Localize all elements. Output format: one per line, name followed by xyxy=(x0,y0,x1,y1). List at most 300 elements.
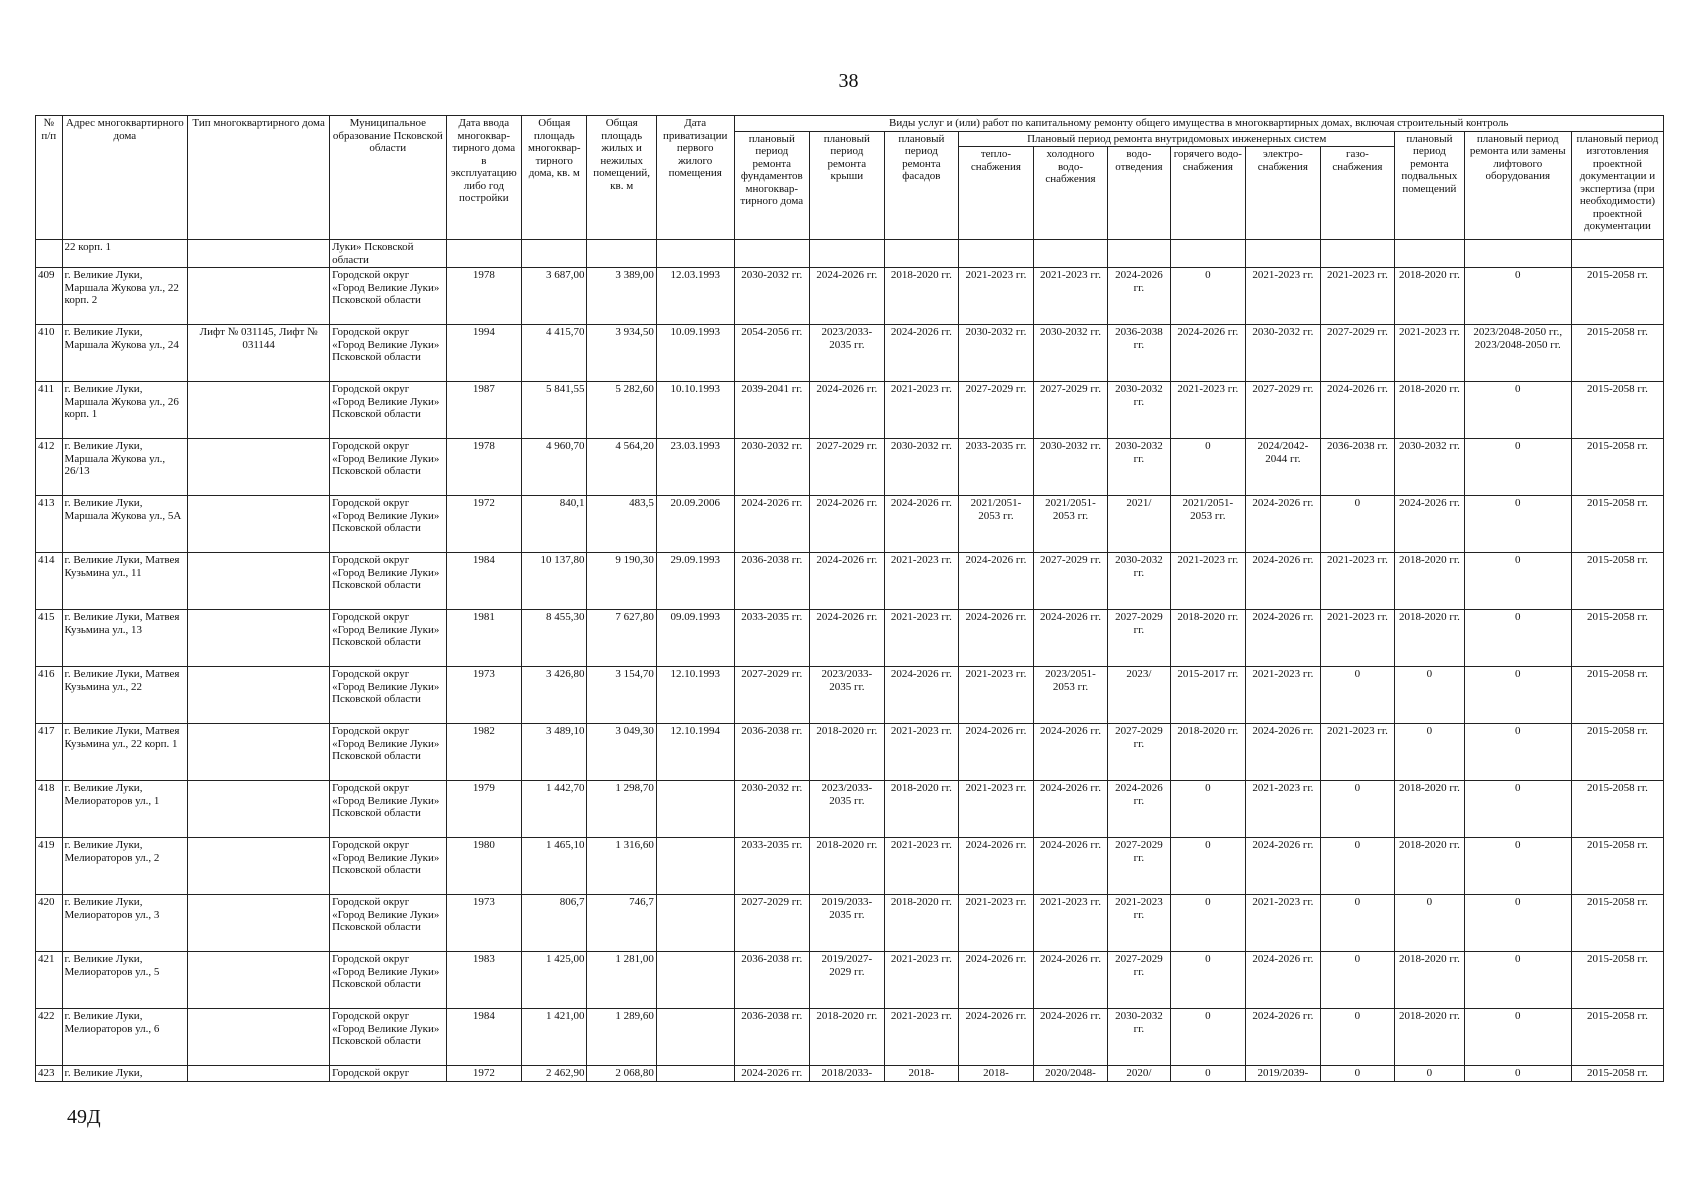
row-number: 419 xyxy=(36,838,63,895)
continuation-municipality: Луки» Псковской области xyxy=(330,240,446,268)
col-municipality-header: Муниципальное образование Псковской области xyxy=(330,116,446,240)
row-basement: 2018-2020 гг. xyxy=(1395,382,1464,439)
table-row xyxy=(36,895,1664,952)
row-design: 2015-2058 гг. xyxy=(1571,952,1663,1009)
row-foundation: 2036-2038 гг. xyxy=(734,553,810,610)
row-address: г. Великие Луки, Мелиораторов ул., 5 xyxy=(62,952,188,1009)
row-number: 417 xyxy=(36,724,63,781)
row-gas: 0 xyxy=(1320,952,1395,1009)
services-group-header: Виды услуг и (или) работ по капитальному ремонту общего имущества в многоквартирных домах, включая строительный контроль xyxy=(734,116,1664,132)
table-row xyxy=(36,268,1664,325)
row-cold-water: 2024-2026 гг. xyxy=(1033,1009,1108,1066)
row-roof: 2024-2026 гг. xyxy=(810,610,885,667)
row-total-area: 4 415,70 xyxy=(522,325,587,382)
row-basement: 2018-2020 гг. xyxy=(1395,553,1464,610)
row-electric: 2024-2026 гг. xyxy=(1246,496,1321,553)
row-total-area: 840,1 xyxy=(522,496,587,553)
row-year: 1979 xyxy=(446,781,522,838)
row-electric: 2019/2039- xyxy=(1246,1066,1321,1082)
row-elevator: 0 xyxy=(1464,553,1571,610)
row-privatization-date: 10.10.1993 xyxy=(656,382,734,439)
row-electric: 2021-2023 гг. xyxy=(1246,268,1321,325)
row-year: 1981 xyxy=(446,610,522,667)
row-hot-water: 0 xyxy=(1170,439,1246,496)
row-municipality: Городской округ «Город Великие Луки» Псковской области xyxy=(330,610,446,667)
row-sewer: 2027-2029 гг. xyxy=(1108,610,1170,667)
row-number: 410 xyxy=(36,325,63,382)
row-hot-water: 2021-2023 гг. xyxy=(1170,553,1246,610)
row-electric: 2030-2032 гг. xyxy=(1246,325,1321,382)
row-number: 423 xyxy=(36,1066,63,1082)
row-cold-water: 2024-2026 гг. xyxy=(1033,781,1108,838)
row-gas: 2021-2023 гг. xyxy=(1320,724,1395,781)
row-address: г. Великие Луки, Матвея Кузьмина ул., 22 корп. 1 xyxy=(62,724,188,781)
col-total-area-header: Общая площадь многоквар-тирного дома, кв. м xyxy=(522,116,587,240)
row-facade: 2021-2023 гг. xyxy=(884,838,959,895)
row-design: 2015-2058 гг. xyxy=(1571,439,1663,496)
table-row xyxy=(36,667,1664,724)
row-privatization-date: 12.10.1993 xyxy=(656,667,734,724)
row-municipality: Городской округ «Город Великие Луки» Псковской области xyxy=(330,952,446,1009)
row-basement: 2030-2032 гг. xyxy=(1395,439,1464,496)
row-foundation: 2036-2038 гг. xyxy=(734,724,810,781)
row-heat: 2021-2023 гг. xyxy=(959,667,1034,724)
row-privatization-date xyxy=(656,895,734,952)
row-hot-water: 0 xyxy=(1170,268,1246,325)
row-electric: 2024-2026 гг. xyxy=(1246,610,1321,667)
row-design: 2015-2058 гг. xyxy=(1571,610,1663,667)
row-foundation: 2033-2035 гг. xyxy=(734,610,810,667)
col-num-header: № п/п xyxy=(36,116,63,240)
row-facade: 2018- xyxy=(884,1066,959,1082)
row-heat: 2024-2026 гг. xyxy=(959,1009,1034,1066)
row-basement: 0 xyxy=(1395,667,1464,724)
row-cold-water: 2030-2032 гг. xyxy=(1033,439,1108,496)
row-address: г. Великие Луки, Мелиораторов ул., 1 xyxy=(62,781,188,838)
col-basement-header: плановый период ремонта подвальных помещений xyxy=(1395,131,1464,240)
row-hot-water: 0 xyxy=(1170,895,1246,952)
row-address: г. Великие Луки, xyxy=(62,1066,188,1082)
row-gas: 2021-2023 гг. xyxy=(1320,268,1395,325)
row-number: 420 xyxy=(36,895,63,952)
row-heat: 2018- xyxy=(959,1066,1034,1082)
row-type xyxy=(188,610,330,667)
col-sewer-header: водо-отведения xyxy=(1108,147,1170,240)
row-elevator: 0 xyxy=(1464,496,1571,553)
row-roof: 2023/2033-2035 гг. xyxy=(810,667,885,724)
row-hot-water: 2021/2051-2053 гг. xyxy=(1170,496,1246,553)
row-address: г. Великие Луки, Матвея Кузьмина ул., 11 xyxy=(62,553,188,610)
col-commission-date-header: Дата ввода многоквар-тирного дома в эксплуатацию либо год постройки xyxy=(446,116,522,240)
row-gas: 0 xyxy=(1320,496,1395,553)
row-design: 2015-2058 гг. xyxy=(1571,838,1663,895)
row-foundation: 2036-2038 гг. xyxy=(734,1009,810,1066)
row-hot-water: 2018-2020 гг. xyxy=(1170,724,1246,781)
row-foundation: 2024-2026 гг. xyxy=(734,1066,810,1082)
table-row xyxy=(36,781,1664,838)
row-elevator: 0 xyxy=(1464,895,1571,952)
row-living-area: 483,5 xyxy=(587,496,656,553)
row-municipality: Городской округ «Город Великие Луки» Псковской области xyxy=(330,895,446,952)
row-sewer: 2030-2032 гг. xyxy=(1108,382,1170,439)
row-number: 418 xyxy=(36,781,63,838)
row-sewer: 2036-2038 гг. xyxy=(1108,325,1170,382)
table-row xyxy=(36,553,1664,610)
row-sewer: 2027-2029 гг. xyxy=(1108,952,1170,1009)
row-elevator: 0 xyxy=(1464,382,1571,439)
row-address: г. Великие Луки, Мелиораторов ул., 2 xyxy=(62,838,188,895)
row-electric: 2027-2029 гг. xyxy=(1246,382,1321,439)
row-cold-water: 2027-2029 гг. xyxy=(1033,382,1108,439)
row-facade: 2018-2020 гг. xyxy=(884,895,959,952)
row-design: 2015-2058 гг. xyxy=(1571,1066,1663,1082)
row-electric: 2024-2026 гг. xyxy=(1246,553,1321,610)
row-sewer: 2030-2032 гг. xyxy=(1108,553,1170,610)
row-address: г. Великие Луки, Маршала Жукова ул., 22 корп. 2 xyxy=(62,268,188,325)
row-address: г. Великие Луки, Матвея Кузьмина ул., 13 xyxy=(62,610,188,667)
row-sewer: 2021-2023 гг. xyxy=(1108,895,1170,952)
row-address: г. Великие Луки, Маршала Жукова ул., 24 xyxy=(62,325,188,382)
row-design: 2015-2058 гг. xyxy=(1571,895,1663,952)
row-privatization-date: 10.09.1993 xyxy=(656,325,734,382)
row-living-area: 3 389,00 xyxy=(587,268,656,325)
row-heat: 2021-2023 гг. xyxy=(959,895,1034,952)
row-type xyxy=(188,724,330,781)
row-basement: 2021-2023 гг. xyxy=(1395,325,1464,382)
row-electric: 2024-2026 гг. xyxy=(1246,1009,1321,1066)
row-year: 1983 xyxy=(446,952,522,1009)
row-design: 2015-2058 гг. xyxy=(1571,382,1663,439)
row-elevator: 0 xyxy=(1464,952,1571,1009)
table-row xyxy=(36,439,1664,496)
row-sewer: 2020/ xyxy=(1108,1066,1170,1082)
row-cold-water: 2027-2029 гг. xyxy=(1033,553,1108,610)
row-gas: 2021-2023 гг. xyxy=(1320,610,1395,667)
col-cold-water-header: холодного водо-снабжения xyxy=(1033,147,1108,240)
row-roof: 2027-2029 гг. xyxy=(810,439,885,496)
row-elevator: 0 xyxy=(1464,439,1571,496)
row-hot-water: 2024-2026 гг. xyxy=(1170,325,1246,382)
row-foundation: 2030-2032 гг. xyxy=(734,781,810,838)
row-total-area: 8 455,30 xyxy=(522,610,587,667)
row-cold-water: 2030-2032 гг. xyxy=(1033,325,1108,382)
row-heat: 2021-2023 гг. xyxy=(959,268,1034,325)
row-elevator: 0 xyxy=(1464,268,1571,325)
row-living-area: 1 281,00 xyxy=(587,952,656,1009)
row-address: г. Великие Луки, Мелиораторов ул., 6 xyxy=(62,1009,188,1066)
row-electric: 2021-2023 гг. xyxy=(1246,895,1321,952)
row-sewer: 2024-2026 гг. xyxy=(1108,268,1170,325)
row-privatization-date: 23.03.1993 xyxy=(656,439,734,496)
row-type xyxy=(188,781,330,838)
row-hot-water: 0 xyxy=(1170,1066,1246,1082)
row-elevator: 2023/2048-2050 гг., 2023/2048-2050 гг. xyxy=(1464,325,1571,382)
row-elevator: 0 xyxy=(1464,610,1571,667)
row-foundation: 2039-2041 гг. xyxy=(734,382,810,439)
col-hot-water-header: горячего водо-снабжения xyxy=(1170,147,1246,240)
row-elevator: 0 xyxy=(1464,781,1571,838)
col-living-area-header: Общая площадь жилых и нежилых помещений, кв. м xyxy=(587,116,656,240)
row-elevator: 0 xyxy=(1464,724,1571,781)
row-total-area: 806,7 xyxy=(522,895,587,952)
table-row xyxy=(36,1066,1664,1082)
row-living-area: 7 627,80 xyxy=(587,610,656,667)
row-type xyxy=(188,268,330,325)
row-type xyxy=(188,439,330,496)
row-electric: 2024-2026 гг. xyxy=(1246,724,1321,781)
row-basement: 2018-2020 гг. xyxy=(1395,268,1464,325)
row-address: г. Великие Луки, Мелиораторов ул., 3 xyxy=(62,895,188,952)
page-number: 38 xyxy=(838,70,859,92)
row-facade: 2021-2023 гг. xyxy=(884,553,959,610)
row-roof: 2018/2033- xyxy=(810,1066,885,1082)
row-heat: 2024-2026 гг. xyxy=(959,952,1034,1009)
row-basement: 2018-2020 гг. xyxy=(1395,610,1464,667)
row-cold-water: 2021-2023 гг. xyxy=(1033,268,1108,325)
row-total-area: 1 421,00 xyxy=(522,1009,587,1066)
row-cold-water: 2023/2051-2053 гг. xyxy=(1033,667,1108,724)
row-privatization-date: 12.10.1994 xyxy=(656,724,734,781)
row-foundation: 2036-2038 гг. xyxy=(734,952,810,1009)
row-electric: 2024-2026 гг. xyxy=(1246,838,1321,895)
row-foundation: 2030-2032 гг. xyxy=(734,439,810,496)
row-facade: 2024-2026 гг. xyxy=(884,667,959,724)
row-gas: 0 xyxy=(1320,838,1395,895)
row-type xyxy=(188,952,330,1009)
row-sewer: 2030-2032 гг. xyxy=(1108,1009,1170,1066)
row-type xyxy=(188,895,330,952)
row-design: 2015-2058 гг. xyxy=(1571,496,1663,553)
row-design: 2015-2058 гг. xyxy=(1571,325,1663,382)
row-gas: 0 xyxy=(1320,667,1395,724)
row-type xyxy=(188,1066,330,1082)
row-roof: 2018-2020 гг. xyxy=(810,1009,885,1066)
row-facade: 2018-2020 гг. xyxy=(884,781,959,838)
row-total-area: 5 841,55 xyxy=(522,382,587,439)
row-facade: 2024-2026 гг. xyxy=(884,325,959,382)
row-heat: 2027-2029 гг. xyxy=(959,382,1034,439)
row-living-area: 2 068,80 xyxy=(587,1066,656,1082)
row-living-area: 3 154,70 xyxy=(587,667,656,724)
table-row xyxy=(36,724,1664,781)
row-basement: 2018-2020 гг. xyxy=(1395,1009,1464,1066)
row-year: 1984 xyxy=(446,553,522,610)
row-number: 422 xyxy=(36,1009,63,1066)
row-facade: 2021-2023 гг. xyxy=(884,382,959,439)
row-municipality: Городской округ «Город Великие Луки» Псковской области xyxy=(330,268,446,325)
row-privatization-date xyxy=(656,952,734,1009)
row-municipality: Городской округ «Город Великие Луки» Псковской области xyxy=(330,553,446,610)
row-year: 1984 xyxy=(446,1009,522,1066)
continuation-address: 22 корп. 1 xyxy=(62,240,188,268)
row-number: 421 xyxy=(36,952,63,1009)
row-living-area: 3 934,50 xyxy=(587,325,656,382)
row-electric: 2021-2023 гг. xyxy=(1246,667,1321,724)
row-living-area: 1 316,60 xyxy=(587,838,656,895)
row-facade: 2021-2023 гг. xyxy=(884,952,959,1009)
row-type xyxy=(188,1009,330,1066)
table-row xyxy=(36,838,1664,895)
row-electric: 2024/2042-2044 гг. xyxy=(1246,439,1321,496)
row-year: 1972 xyxy=(446,1066,522,1082)
row-hot-water: 0 xyxy=(1170,1009,1246,1066)
row-roof: 2024-2026 гг. xyxy=(810,382,885,439)
row-design: 2015-2058 гг. xyxy=(1571,1009,1663,1066)
row-year: 1978 xyxy=(446,268,522,325)
row-gas: 2024-2026 гг. xyxy=(1320,382,1395,439)
row-year: 1978 xyxy=(446,439,522,496)
row-living-area: 4 564,20 xyxy=(587,439,656,496)
row-basement: 2018-2020 гг. xyxy=(1395,781,1464,838)
table-row xyxy=(36,496,1664,553)
row-design: 2015-2058 гг. xyxy=(1571,268,1663,325)
footer-code: 49Д xyxy=(67,1106,101,1128)
row-electric: 2024-2026 гг. xyxy=(1246,952,1321,1009)
row-design: 2015-2058 гг. xyxy=(1571,553,1663,610)
row-sewer: 2023/ xyxy=(1108,667,1170,724)
row-sewer: 2027-2029 гг. xyxy=(1108,838,1170,895)
row-year: 1987 xyxy=(446,382,522,439)
row-heat: 2024-2026 гг. xyxy=(959,724,1034,781)
row-facade: 2021-2023 гг. xyxy=(884,610,959,667)
row-total-area: 1 442,70 xyxy=(522,781,587,838)
row-living-area: 1 289,60 xyxy=(587,1009,656,1066)
row-total-area: 4 960,70 xyxy=(522,439,587,496)
row-roof: 2019/2033-2035 гг. xyxy=(810,895,885,952)
row-cold-water: 2024-2026 гг. xyxy=(1033,952,1108,1009)
row-cold-water: 2024-2026 гг. xyxy=(1033,610,1108,667)
row-type xyxy=(188,838,330,895)
row-basement: 0 xyxy=(1395,895,1464,952)
row-living-area: 5 282,60 xyxy=(587,382,656,439)
row-living-area: 746,7 xyxy=(587,895,656,952)
row-foundation: 2027-2029 гг. xyxy=(734,667,810,724)
row-type xyxy=(188,496,330,553)
row-heat: 2021/2051-2053 гг. xyxy=(959,496,1034,553)
row-year: 1973 xyxy=(446,895,522,952)
row-total-area: 3 426,80 xyxy=(522,667,587,724)
row-cold-water: 2021-2023 гг. xyxy=(1033,895,1108,952)
table-row xyxy=(36,382,1664,439)
row-privatization-date xyxy=(656,1066,734,1082)
row-municipality: Городской округ «Город Великие Луки» Псковской области xyxy=(330,439,446,496)
col-address-header: Адрес многоквартирного дома xyxy=(62,116,188,240)
row-facade: 2024-2026 гг. xyxy=(884,496,959,553)
row-year: 1980 xyxy=(446,838,522,895)
row-privatization-date: 12.03.1993 xyxy=(656,268,734,325)
row-gas: 0 xyxy=(1320,1009,1395,1066)
row-address: г. Великие Луки, Маршала Жукова ул., 26 корп. 1 xyxy=(62,382,188,439)
row-municipality: Городской округ xyxy=(330,1066,446,1082)
row-number: 409 xyxy=(36,268,63,325)
row-foundation: 2024-2026 гг. xyxy=(734,496,810,553)
row-total-area: 3 489,10 xyxy=(522,724,587,781)
row-cold-water: 2021/2051-2053 гг. xyxy=(1033,496,1108,553)
col-gas-header: газо-снабжения xyxy=(1320,147,1395,240)
row-privatization-date: 29.09.1993 xyxy=(656,553,734,610)
row-facade: 2030-2032 гг. xyxy=(884,439,959,496)
col-privatization-date-header: Дата приватизации первого жилого помещения xyxy=(656,116,734,240)
row-heat: 2024-2026 гг. xyxy=(959,838,1034,895)
col-elevator-header: плановый период ремонта или замены лифтового оборудования xyxy=(1464,131,1571,240)
row-living-area: 9 190,30 xyxy=(587,553,656,610)
row-hot-water: 0 xyxy=(1170,838,1246,895)
row-total-area: 1 425,00 xyxy=(522,952,587,1009)
row-basement: 2018-2020 гг. xyxy=(1395,838,1464,895)
row-address: г. Великие Луки, Матвея Кузьмина ул., 22 xyxy=(62,667,188,724)
row-year: 1982 xyxy=(446,724,522,781)
row-type xyxy=(188,553,330,610)
row-gas: 0 xyxy=(1320,895,1395,952)
row-municipality: Городской округ «Город Великие Луки» Псковской области xyxy=(330,667,446,724)
row-privatization-date xyxy=(656,838,734,895)
row-privatization-date xyxy=(656,781,734,838)
table-row xyxy=(36,325,1664,382)
row-municipality: Городской округ «Город Великие Луки» Псковской области xyxy=(330,724,446,781)
row-hot-water: 2015-2017 гг. xyxy=(1170,667,1246,724)
row-heat: 2030-2032 гг. xyxy=(959,325,1034,382)
row-total-area: 3 687,00 xyxy=(522,268,587,325)
row-elevator: 0 xyxy=(1464,1066,1571,1082)
row-type: Лифт № 031145, Лифт № 031144 xyxy=(188,325,330,382)
row-foundation: 2027-2029 гг. xyxy=(734,895,810,952)
row-design: 2015-2058 гг. xyxy=(1571,781,1663,838)
row-gas: 2021-2023 гг. xyxy=(1320,553,1395,610)
row-basement: 0 xyxy=(1395,724,1464,781)
row-facade: 2021-2023 гг. xyxy=(884,1009,959,1066)
row-municipality: Городской округ «Город Великие Луки» Псковской области xyxy=(330,1009,446,1066)
row-sewer: 2030-2032 гг. xyxy=(1108,439,1170,496)
table-row xyxy=(36,1009,1664,1066)
row-design: 2015-2058 гг. xyxy=(1571,667,1663,724)
row-municipality: Городской округ «Город Великие Луки» Псковской области xyxy=(330,496,446,553)
row-foundation: 2033-2035 гг. xyxy=(734,838,810,895)
row-living-area: 1 298,70 xyxy=(587,781,656,838)
table-row xyxy=(36,610,1664,667)
systems-group-header: Плановый период ремонта внутридомовых инженерных систем xyxy=(959,131,1395,147)
row-number: 414 xyxy=(36,553,63,610)
row-total-area: 2 462,90 xyxy=(522,1066,587,1082)
row-year: 1973 xyxy=(446,667,522,724)
row-hot-water: 0 xyxy=(1170,952,1246,1009)
col-facade-header: плановый период ремонта фасадов xyxy=(884,131,959,240)
row-facade: 2018-2020 гг. xyxy=(884,268,959,325)
row-address: г. Великие Луки, Маршала Жукова ул., 26/13 xyxy=(62,439,188,496)
col-design-header: плановый период изготовления проектной документации и экспертиза (при необходимости) проектной документации xyxy=(1571,131,1663,240)
row-hot-water: 0 xyxy=(1170,781,1246,838)
row-type xyxy=(188,382,330,439)
row-municipality: Городской округ «Город Великие Луки» Псковской области xyxy=(330,838,446,895)
row-elevator: 0 xyxy=(1464,838,1571,895)
col-foundation-header: плановый период ремонта фундаментов многоквар-тирного дома xyxy=(734,131,810,240)
row-heat: 2024-2026 гг. xyxy=(959,553,1034,610)
row-total-area: 1 465,10 xyxy=(522,838,587,895)
row-facade: 2021-2023 гг. xyxy=(884,724,959,781)
row-heat: 2024-2026 гг. xyxy=(959,610,1034,667)
row-elevator: 0 xyxy=(1464,667,1571,724)
row-roof: 2024-2026 гг. xyxy=(810,268,885,325)
row-elevator: 0 xyxy=(1464,1009,1571,1066)
row-address: г. Великие Луки, Маршала Жукова ул., 5А xyxy=(62,496,188,553)
row-foundation: 2030-2032 гг. xyxy=(734,268,810,325)
row-design: 2015-2058 гг. xyxy=(1571,724,1663,781)
row-heat: 2021-2023 гг. xyxy=(959,781,1034,838)
row-privatization-date: 09.09.1993 xyxy=(656,610,734,667)
row-number: 412 xyxy=(36,439,63,496)
row-basement: 0 xyxy=(1395,1066,1464,1082)
row-gas: 0 xyxy=(1320,781,1395,838)
row-roof: 2023/2033-2035 гг. xyxy=(810,781,885,838)
